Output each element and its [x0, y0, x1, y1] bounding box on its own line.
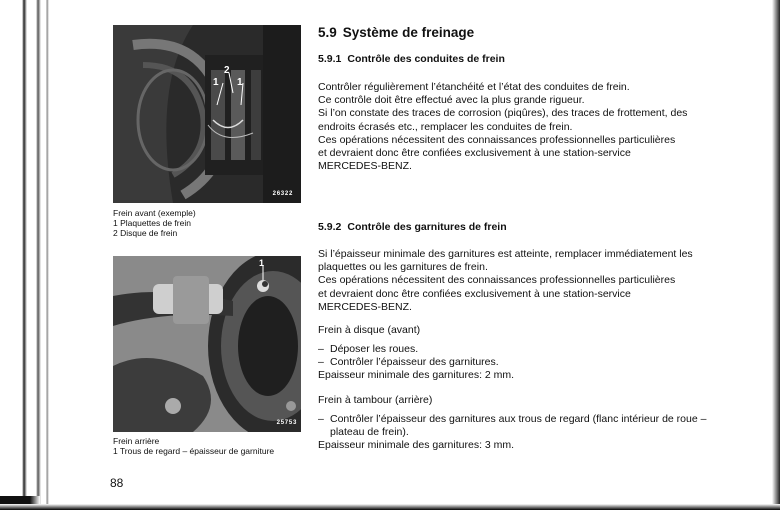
rear-caption	[113, 436, 274, 456]
front-photo-code: 26322	[272, 190, 293, 197]
section-title: Système de freinage	[342, 25, 475, 40]
rear-caption-item-1: 1 Trous de regard – épaisseur de garniture	[113, 446, 275, 456]
text-line: MERCEDES-BENZ.	[318, 300, 412, 313]
rear-brake-photo	[113, 256, 301, 432]
callout-rear-1: 1	[259, 258, 265, 268]
text-line: endroits écrasés etc., remplacer les conduites de frein.	[318, 120, 573, 133]
section-number: 5.9	[318, 25, 337, 40]
rear-brake-illustration	[113, 256, 301, 432]
disc-min-thickness: Epaisseur minimale des garnitures: 2 mm.	[318, 369, 515, 382]
drum-brake-heading: Frein à tambour (arrière)	[318, 394, 433, 406]
drum-brake-steps	[318, 413, 728, 453]
text-line: et devraient donc être confiées exclusivement à une station-service	[318, 287, 631, 300]
drum-brake-block	[318, 394, 748, 407]
text-line: Ces opérations nécessitent des connaissances professionnelles particulières	[318, 274, 676, 287]
text-line: Si l’on constate des traces de corrosion (piqûres), des traces de frottement, des	[318, 107, 688, 120]
subsection-2-body	[318, 248, 748, 314]
text-line: Ce contrôle doit être effectué avec la plus grande rigueur.	[318, 94, 585, 107]
disc-brake-heading: Frein à disque (avant)	[318, 324, 421, 336]
front-caption-title: Frein avant (exemple)	[113, 208, 196, 218]
rear-caption-title: Frein arrière	[113, 436, 160, 446]
page-number: 88	[110, 476, 124, 490]
subsection-2	[318, 221, 748, 234]
list-item: – Contrôler l’épaisseur des garnitures aux trous de regard (flanc intérieur de roue – plateau de frein).	[318, 413, 728, 439]
page-edge-shadow	[772, 0, 780, 510]
disc-brake-block	[318, 324, 748, 337]
subsection-1-body	[318, 81, 748, 173]
text-line: Ces opérations nécessitent des connaissances professionnelles particulières	[318, 133, 676, 146]
subsection-1	[318, 53, 748, 66]
subsection-1-number: 5.9.1	[318, 53, 342, 65]
subsection-1-title: Contrôle des conduites de frein	[347, 53, 505, 65]
text-line: plaquettes ou les garnitures de frein.	[318, 261, 488, 274]
front-caption-item-1: 1 Plaquettes de frein	[113, 218, 191, 228]
binding-edge	[0, 0, 62, 510]
section-heading	[318, 25, 748, 41]
rear-photo-code: 25753	[276, 419, 297, 426]
list-item: – Contrôler l’épaisseur des garnitures.	[318, 356, 748, 369]
front-brake-photo	[113, 25, 301, 203]
front-caption-item-2: 2 Disque de frein	[113, 228, 178, 238]
subsection-2-title: Contrôle des garnitures de frein	[347, 221, 507, 233]
callout-2: 2	[224, 65, 230, 76]
disc-brake-steps	[318, 343, 748, 383]
list-item: – Déposer les roues.	[318, 343, 748, 356]
subsection-2-number: 5.9.2	[318, 221, 342, 233]
callout-1b: 1	[237, 77, 243, 88]
text-line: MERCEDES-BENZ.	[318, 160, 412, 173]
drum-min-thickness: Epaisseur minimale des garnitures: 3 mm.	[318, 439, 515, 452]
text-line: Si l’épaisseur minimale des garnitures est atteinte, remplacer immédiatement les	[318, 248, 693, 260]
text-line: Contrôler régulièrement l’étanchéité et l’état des conduites de frein.	[318, 81, 630, 93]
callout-1a: 1	[213, 77, 219, 88]
front-caption	[113, 208, 196, 238]
page-bottom-shadow	[0, 504, 780, 510]
front-brake-illustration	[113, 25, 301, 203]
text-line: et devraient donc être confiées exclusivement à une station-service	[318, 147, 631, 160]
